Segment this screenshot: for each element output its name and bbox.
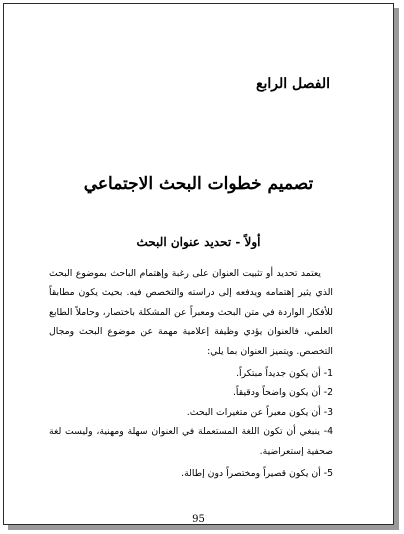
section-title: أولاً - تحديد عنوان البحث <box>136 235 261 249</box>
chapter-heading: الفصل الرابع <box>256 76 330 92</box>
page-number: 95 <box>192 514 205 525</box>
body-text <box>49 264 333 483</box>
list-item: 5- أن يكون قصيراً ومختصراً دون إطالة. <box>181 468 333 480</box>
list-item: 2- أن يكون واضحاً ودقيقاً. <box>232 387 333 399</box>
list-item: 4- ينبغي أن تكون اللغة المستعملة في العنوان سهلة ومهنية، وليست لغة صحفية إستعراضية. <box>49 426 333 457</box>
book-page <box>3 3 394 525</box>
main-title: تصميم خطوات البحث الاجتماعي <box>83 174 314 194</box>
list-item: 3- أن يكون معبراً عن متغيرات البحث. <box>186 406 333 418</box>
intro-paragraph: يعتمد تحديد أو تثبيت العنوان على رغبة وإهتمام الباحث بموضوع البحث الذي يثير إهتمامه ويدفعه إلى دراسته والتخصص فيه. بحيث يكون مطابقاً للأفكار الواردة في متن البحث ومعبراً عن المشكلة باختصار، وحاملاً الطابع العلمي، فالعنوان يؤدي وظيفة إعلامية مهمة عن موضوع البحث ومجال التخصص. ويتميز العنوان بما يلي: <box>49 268 333 357</box>
list-item: 1- أن يكون جديداً مبتكراً. <box>236 368 333 380</box>
